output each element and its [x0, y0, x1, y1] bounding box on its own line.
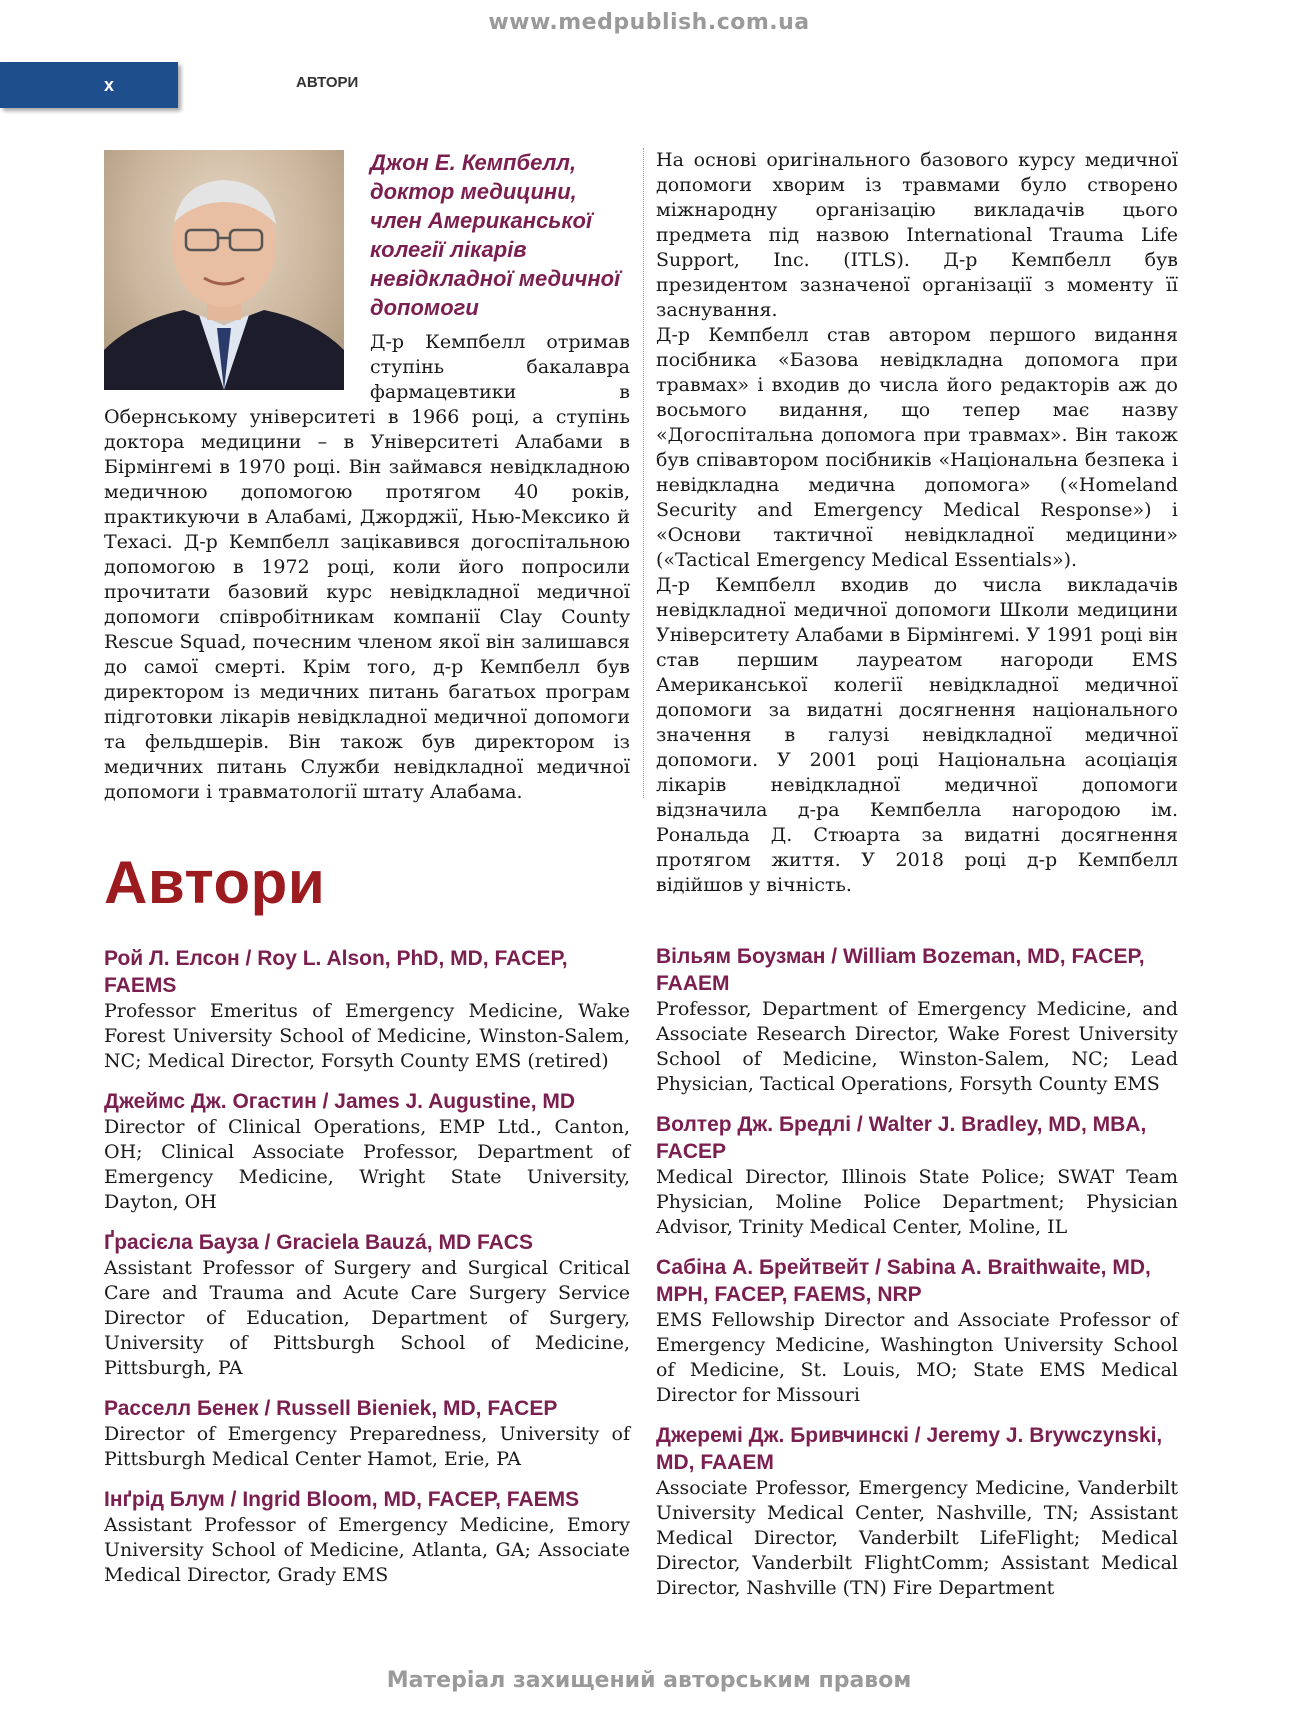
watermark-copyright: Матеріал захищений авторським правом: [386, 1668, 912, 1693]
author-name: Джеремі Дж. Бривчинскі / Jeremy J. Brywczynski, MD, FAAEM: [656, 1424, 1163, 1474]
author-affiliation: Director of Emergency Preparedness, University of Pittsburgh Medical Center Hamot, Erie, PA: [104, 1423, 630, 1470]
author-entry: [656, 1254, 1178, 1408]
author-entry: [104, 1395, 630, 1472]
author-name: Рой Л. Елсон / Roy L. Alson, PhD, MD, FACEP, FAEMS: [104, 947, 568, 997]
author-affiliation: EMS Fellowship Director and Associate Professor of Emergency Medicine, Washington University School of Medicine, St. Louis, MO; State EMS Medical Director for Missouri: [656, 1309, 1178, 1406]
author-entry: [656, 1422, 1178, 1601]
authors-left-column: [104, 945, 630, 1602]
running-head: АВТОРИ: [296, 74, 359, 91]
author-affiliation: Associate Professor, Emergency Medicine, Vanderbilt University Medical Center, Nashville, TN; Assistant Medical Director, Vanderbilt LifeFlight; Medical Director, Vanderbilt FlightComm; Assistant Medical Director, Nashville (TN) Fire Department: [656, 1477, 1178, 1599]
author-name: Волтер Дж. Бредлі / Walter J. Bradley, MD, MBA, FACEP: [656, 1113, 1147, 1163]
bio-heading: Джон Е. Кемпбелл, доктор медицини, член Американської колегії лікарів невідкладної медичної допомоги: [370, 150, 621, 320]
bio-left-text: Д-р Кемпбелл отримав ступінь бакалавра фармацевтики в Обернському університеті в 1966 році, а ступінь доктора медицини – в Університеті Алабами в Бірмінгемі в 1970 році. Він займався невідкладною медичною допомогою протягом 40 років, практикуючи в Алабамі, Джорджії, Нью-Мексико й Техасі. Д-р Кемпбелл зацікавився догоспітальною допомогою в 1972 році, коли його попросили прочитати базовий курс невідкладної медичної допомоги співробітникам компанії Clay County Rescue Squad, почесним членом якої він залишався до самої смерті. Крім того, д-р Кемпбелл був директором із медичних питань багатьох програм підготовки лікарів невідкладної медичної допомоги та фельдшерів. Він також був директором із медичних питань Служби невідкладної медичної допомоги і травматології штату Алабама.: [104, 331, 630, 803]
author-name: Вільям Боузман / William Bozeman, MD, FACEP, FAAEM: [656, 945, 1145, 995]
author-portrait: [104, 150, 344, 390]
bio-paragraph: Д-р Кемпбелл входив до числа викладачів невідкладної медичної допомоги Школи медицини Університету Алабами в Бірмінгемі. У 1991 році він став першим лауреатом нагороди EMS Американської колегії невідкладної медичної допомоги за видатні досягнення національного значення в галузі невідкладної медичної допомоги. У 2001 році Національна асоціація лікарів невідкладної медичної допомоги відзначила д-ра Кемпбелла нагородою ім. Рональда Д. Стюарта за видатні досягнення протягом життя. У 2018 році д-р Кемпбелл відійшов у вічність.: [656, 574, 1178, 896]
author-affiliation: Assistant Professor of Surgery and Surgical Critical Care and Trauma and Acute Care Surgery Service Director of Education, Department of Surgery, University of Pittsburgh School of Medicine, Pittsburgh, PA: [104, 1257, 630, 1379]
author-affiliation: Assistant Professor of Emergency Medicine, Emory University School of Medicine, Atlanta, GA; Associate Medical Director, Grady EMS: [104, 1514, 630, 1586]
author-affiliation: Professor, Department of Emergency Medicine, and Associate Research Director, Wake Forest University School of Medicine, Winston-Salem, NC; Lead Physician, Tactical Operations, Forsyth County EMS: [656, 998, 1178, 1095]
page-number-tab: x: [0, 62, 178, 108]
author-entry: [104, 945, 630, 1074]
author-name: Інґрід Блум / Ingrid Bloom, MD, FACEP, FAEMS: [104, 1488, 580, 1511]
author-entry: [656, 943, 1178, 1097]
bio-paragraph: На основі оригінального базового курсу медичної допомоги хворим із травмами було створено міжнародну організацію викладачів цього предмета під назвою International Trauma Life Support, Inc. (ITLS). Д-р Кемпбелл був президентом зазначеної організації з моменту її заснування.: [656, 149, 1178, 321]
author-name: Расселл Бенек / Russell Bieniek, MD, FACEP: [104, 1397, 558, 1420]
bio-left-column: [104, 148, 630, 805]
author-entry: [104, 1486, 630, 1588]
author-affiliation: Director of Clinical Operations, EMP Ltd., Canton, OH; Clinical Associate Professor, Department of Emergency Medicine, Wright State University, Dayton, OH: [104, 1116, 630, 1213]
author-entry: [104, 1088, 630, 1215]
section-title: Автори: [104, 849, 326, 916]
author-affiliation: Medical Director, Illinois State Police; SWAT Team Physician, Moline Police Department; Physician Advisor, Trinity Medical Center, Moline, IL: [656, 1166, 1178, 1238]
portrait-illustration: [104, 150, 344, 390]
bio-right-column: [656, 148, 1178, 898]
author-entry: [656, 1111, 1178, 1240]
authors-right-column: [656, 943, 1178, 1615]
author-name: Ґрасієла Бауза / Graciela Bauzá, MD FACS: [104, 1231, 533, 1254]
author-entry: [104, 1229, 630, 1381]
watermark-url: www.medpublish.com.ua: [488, 10, 810, 35]
bio-paragraph: Д-р Кемпбелл став автором першого видання посібника «Базова невідкладна допомога при травмах» і входив до числа його редакторів аж до восьмого видання, що тепер має назву «Догоспітальна допомога при травмах». Він також був співавтором посібників «Національна безпека і невідкладна медична допомога» («Homeland Security and Emergency Medical Response») і «Основи тактичної невідкладної медицини» («Tactical Emergency Medical Essentials»).: [656, 324, 1178, 571]
column-divider: [643, 148, 644, 798]
author-name: Сабіна А. Брейтвейт / Sabina A. Braithwaite, MD, MPH, FACEP, FAEMS, NRP: [656, 1256, 1151, 1306]
author-affiliation: Professor Emeritus of Emergency Medicine, Wake Forest University School of Medicine, Winston-Salem, NC; Medical Director, Forsyth County EMS (retired): [104, 1000, 630, 1072]
author-name: Джеймс Дж. Огастин / James J. Augustine, MD: [104, 1090, 576, 1113]
